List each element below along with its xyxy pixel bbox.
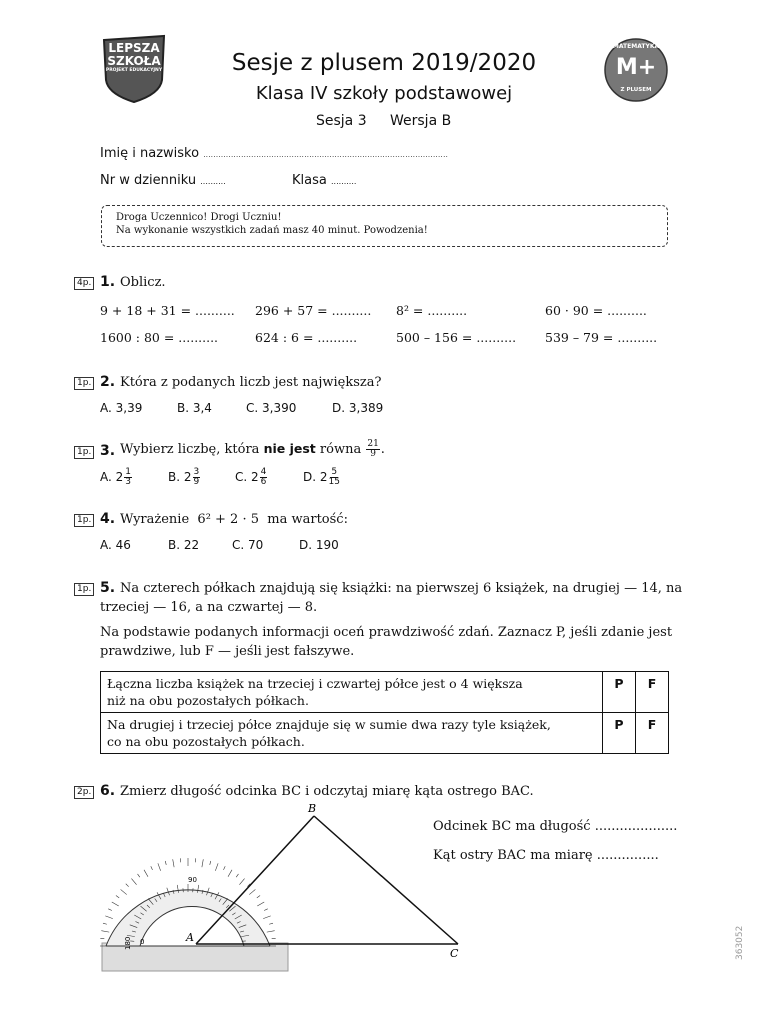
q2-option-b[interactable]: B. 3,4 (177, 401, 212, 415)
number-row (100, 173, 226, 188)
number-field[interactable]: .......... (200, 177, 226, 186)
q3-text-bold: nie jest (263, 441, 316, 456)
q4-text-before: Wyrażenie (120, 512, 190, 527)
protractor-tick (228, 870, 232, 877)
question-number: 5. (100, 580, 116, 596)
points-badge: 2p. (74, 786, 94, 799)
points-badge: 1p. (74, 583, 94, 596)
geometry-figure (90, 800, 490, 980)
logo-text-matematyka: MATEMATYKA (612, 43, 660, 50)
name-field[interactable]: ................................................................................................. (203, 151, 449, 159)
q2-option-d[interactable]: D. 3,389 (332, 401, 384, 415)
vertex-a: A (186, 931, 194, 944)
table-row (101, 672, 669, 713)
protractor-tick (151, 866, 153, 870)
q1-item-7: 500 – 156 = .......... (396, 330, 517, 345)
question-text: Oblicz. (120, 275, 166, 290)
points-badge: 1p. (74, 514, 94, 527)
q1-item-3: 8² = .......... (396, 303, 468, 318)
protractor-tick (202, 859, 203, 867)
q3-option-c[interactable]: C. 2 $\frac{4}{6}$ (235, 467, 267, 487)
vertex-b: B (308, 802, 317, 815)
q3-text-before: Wybierz liczbę, która (120, 442, 260, 457)
protractor-label-90: 90 (188, 876, 197, 884)
protractor-label-0: 0 (140, 938, 145, 946)
protractor-tick (249, 889, 255, 894)
protractor-tick (131, 879, 136, 885)
question-text: Która z podanych liczb jest największa? (120, 375, 382, 390)
class-label: Klasa (292, 173, 327, 188)
q1-item-6: 624 : 6 = .......... (255, 330, 358, 345)
answer-p[interactable]: P (603, 713, 636, 754)
protractor-tick (101, 931, 109, 932)
protractor-tick (112, 902, 119, 906)
q3-option-b[interactable]: B. 2 $\frac{3}{9}$ (168, 467, 200, 487)
vertex-c: C (450, 947, 459, 960)
q4-text-after: ma wartość: (267, 512, 348, 527)
points-badge: 1p. (74, 446, 94, 459)
name-row (100, 146, 448, 161)
answer-f[interactable]: F (636, 713, 669, 754)
statement-cell: Łączna liczba książek na trzeciej i czwartej półce jest o 4 większa niż na obu pozostałych półkach. (101, 672, 603, 713)
class-field[interactable]: .......... (330, 177, 357, 186)
question-number: 2. (100, 374, 116, 390)
table-row (101, 713, 669, 754)
session-label: Sesja 3 (316, 113, 367, 129)
logo-text-mplus: M+ (615, 55, 657, 80)
protractor-tick (105, 916, 113, 919)
protractor-label-180: 180 (124, 936, 132, 950)
q1-item-1: 9 + 18 + 31 = .......... (100, 303, 235, 318)
question-text: Zmierz długość odcinka BC i odczytaj miarę kąta ostrego BAC. (120, 784, 534, 799)
q5-text-line-2: trzeciej — 16, a na czwartej — 8. (100, 600, 318, 615)
protractor-tick (264, 909, 268, 911)
protractor-tick (103, 923, 107, 924)
answer-f[interactable]: F (636, 672, 669, 713)
question-text (120, 512, 348, 527)
protractor-tick (138, 874, 140, 877)
protractor-tick (121, 889, 127, 894)
protractor-tick (173, 859, 174, 867)
q1-item-5: 1600 : 80 = .......... (100, 330, 219, 345)
q5-instr-line-2: prawdziwe, lub F — jeśli jest fałszywe. (100, 644, 355, 659)
protractor-tick (165, 861, 166, 865)
logo-text-lepsza: LEPSZA (108, 41, 160, 55)
q6-answer-angle[interactable]: Kąt ostry BAC ma miarę ............... (433, 848, 659, 863)
protractor-tick (210, 861, 211, 865)
protractor-tick (126, 884, 129, 887)
q4-expression: 6² + 2 · 5 (197, 512, 260, 527)
q2-option-c[interactable]: C. 3,390 (246, 401, 297, 415)
question-number: 6. (100, 783, 116, 799)
q4-option-b[interactable]: B. 22 (168, 538, 200, 552)
note-line-2: Na wykonanie wszystkich zadań masz 40 minut. Powodzenia! (116, 225, 428, 236)
q4-option-c[interactable]: C. 70 (232, 538, 264, 552)
q5-instr-line-1: Na podstawie podanych informacji oceń prawdziwość zdań. Zaznacz P, jeśli zdanie jest (100, 625, 673, 640)
question-number: 4. (100, 511, 116, 527)
logo-text-projekt: PROJEKT EDUKACYJNY (105, 68, 163, 73)
points-badge: 1p. (74, 377, 94, 390)
logo-text-z-plusem: Z PLUSEM (620, 87, 652, 93)
protractor-tick (236, 874, 238, 877)
note-line-1: Droga Uczennico! Drogi Uczniu! (116, 212, 282, 223)
q4-option-a[interactable]: A. 46 (100, 538, 131, 552)
instruction-note (101, 205, 668, 247)
protractor-tick (269, 923, 273, 924)
page-title: Sesje z plusem 2019/2020 (231, 50, 537, 76)
protractor-tick (239, 879, 244, 885)
q1-item-2: 296 + 57 = .......... (255, 303, 372, 318)
protractor-tick (144, 870, 148, 877)
q3-option-d[interactable]: D. 2 $\frac{5}{15}$ (303, 467, 340, 487)
side-bc (314, 816, 458, 944)
q4-option-d[interactable]: D. 190 (299, 538, 339, 552)
points-badge: 4p. (74, 277, 94, 290)
statement-cell: Na drugiej i trzeciej półce znajduje się w sumie dwa razy tyle książek, co na obu pozostałych półkach. (101, 713, 603, 754)
question-text: Wybierz liczbę, która nie jest równa $\frac{21}{9}$ . (120, 439, 385, 459)
protractor-tick (263, 916, 271, 919)
protractor-tick (215, 863, 218, 871)
q2-option-a[interactable]: A. 3,39 (100, 401, 143, 415)
q1-item-4: 60 · 90 = .......... (545, 303, 647, 318)
protractor-tick (257, 896, 260, 898)
q3-fraction: $\frac{21}{9}$ (367, 439, 379, 459)
answer-p[interactable]: P (603, 672, 636, 713)
class-row (292, 173, 356, 188)
true-false-table (100, 671, 669, 754)
protractor-tick (267, 931, 275, 932)
page-subtitle: Klasa IV szkoły podstawowej (255, 83, 513, 104)
version-label: Wersja B (390, 113, 452, 129)
q6-answer-length[interactable]: Odcinek BC ma długość .................... (433, 819, 678, 834)
protractor-tick (257, 902, 264, 906)
question-number: 1. (100, 274, 116, 290)
protractor-tick (108, 909, 112, 911)
q3-option-a[interactable]: A. 2 $\frac{1}{3}$ (100, 467, 131, 487)
q5-text-line-1: Na czterech półkach znajdują się książki: na pierwszej 6 książek, na drugiej — 14, na (120, 581, 683, 596)
name-label: Imię i nazwisko (100, 146, 200, 161)
protractor-tick (116, 896, 119, 898)
q1-item-8: 539 – 79 = .......... (545, 330, 658, 345)
logo-text-szkola: SZKOŁA (107, 54, 161, 68)
number-label: Nr w dzienniku (100, 173, 197, 188)
protractor-tick (158, 863, 161, 871)
question-number: 3. (100, 443, 116, 459)
q3-text-after: równa (319, 442, 362, 457)
protractor-tick (223, 866, 225, 870)
document-code: 363052 (735, 925, 745, 960)
